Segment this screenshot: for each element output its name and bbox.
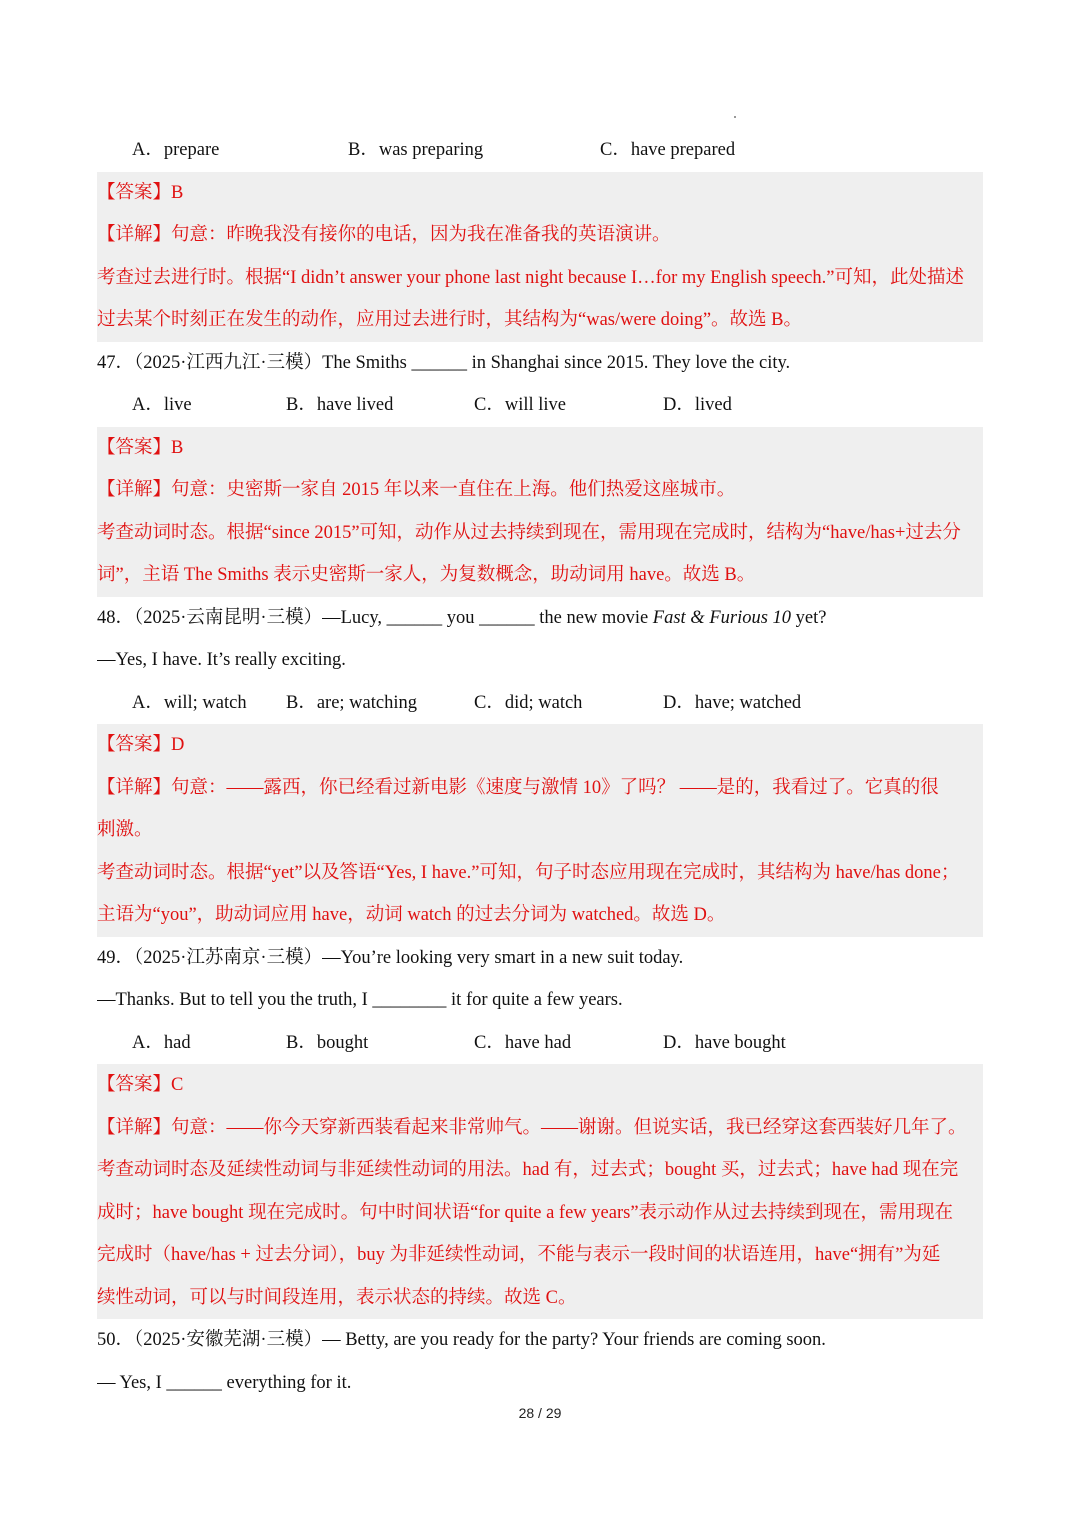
q48-stem	[97, 597, 983, 640]
q47-detail-line: 考查动词时态。根据“since 2015”可知，动作从过去持续到现在，需用现在完成时，结构为“have/has+过去分	[97, 522, 961, 543]
q49-detail-line: 成时；have bought 现在完成时。句中时间状语“for quite a few years”表示动作从过去持续到现在，需用现在	[97, 1202, 954, 1223]
q46-detail-line: 考查过去进行时。根据“I didn’t answer your phone last night because I…for my English speech.”可知，此处描述	[97, 267, 964, 288]
q47-detail-line: 词”，主语 The Smiths 表示史密斯一家人，为复数概念，助动词用 have。故选 B。	[97, 565, 756, 585]
q48-option-c: C．did; watch	[474, 692, 583, 713]
q48-option-d: D．have; watched	[663, 692, 802, 713]
q48-stem-end: yet?	[791, 607, 827, 628]
q48-stem-text: 48．（2025·云南昆明·三模）—Lucy, ______ you ______ the new movie	[97, 607, 653, 628]
q48-options	[97, 682, 983, 725]
page-number: 28 / 29	[518, 1405, 562, 1421]
q49-option-a: A．had	[132, 1032, 191, 1053]
q48-detail-line: 【详解】句意：——露西，你已经看过新电影《速度与激情 10》了吗？ ——是的，我看过了。它真的很	[97, 777, 939, 798]
q47-answer-block	[97, 427, 983, 597]
q49-option-c: C．have had	[474, 1032, 572, 1053]
q48-detail-line: 刺激。	[97, 820, 153, 840]
document-content	[97, 129, 983, 1404]
q47-detail-line: 【详解】句意：史密斯一家自 2015 年以来一直住在上海。他们热爱这座城市。	[97, 480, 736, 500]
q47-option-c: C．will live	[474, 395, 566, 415]
q49-detail-line: 【详解】句意：——你今天穿新西装看起来非常帅气。——谢谢。但说实话，我已经穿这套西装好几年了。	[97, 1117, 967, 1138]
q46-detail-line: 过去某个时刻正在发生的动作，应用过去进行时，其结构为“was/were doing”。故选 B。	[97, 310, 803, 330]
q46-option-b: B．was preparing	[348, 140, 484, 160]
q49-option-d: D．have bought	[663, 1032, 786, 1053]
q50-stem: 50．（2025·安徽芜湖·三模）— Betty, are you ready for the party? Your friends are coming soon.	[97, 1330, 826, 1350]
scan-dot	[734, 116, 736, 118]
q48-stem-reply: —Yes, I have. It’s really exciting.	[97, 650, 346, 670]
q47-option-d: D．lived	[663, 395, 732, 415]
q48-option-a: A．will; watch	[132, 692, 247, 713]
q47-option-b: B．have lived	[286, 395, 394, 415]
q48-answer: 【答案】D	[97, 735, 185, 755]
q48-answer-block	[97, 724, 983, 937]
q49-options	[97, 1022, 983, 1065]
q49-stem-reply: —Thanks. But to tell you the truth, I ________ it for quite a few years.	[97, 990, 623, 1010]
q49-stem: 49．（2025·江苏南京·三模）—You’re looking very smart in a new suit today.	[97, 947, 684, 968]
q46-option-c: C．have prepared	[600, 140, 736, 160]
q50-stem-reply: — Yes, I ______ everything for it.	[97, 1372, 352, 1393]
q47-options	[97, 384, 983, 427]
q49-option-b: B．bought	[286, 1032, 369, 1053]
q48-detail-line: 考查动词时态。根据“yet”以及答语“Yes, I have.”可知，句子时态应用现在完成时，其结构为 have/has done；	[97, 862, 960, 883]
q49-answer-block	[97, 1064, 983, 1319]
q46-detail-line: 【详解】句意：昨晚我没有接你的电话，因为我在准备我的英语演讲。	[97, 225, 671, 245]
q49-detail-line: 考查动词时态及延续性动词与非延续性动词的用法。had 有，过去式；bought 买，过去式；have had 现在完	[97, 1160, 959, 1180]
q47-stem: 47．（2025·江西九江·三模）The Smiths ______ in Shanghai since 2015. They love the city.	[97, 352, 791, 373]
q49-detail-line: 完成时（have/has + 过去分词），buy 为非延续性动词，不能与表示一段时间的状语连用，have“拥有”为延	[97, 1245, 941, 1265]
q48-movie-title: Fast & Furious 10	[652, 607, 792, 628]
q49-detail-line: 续性动词，可以与时间段连用，表示状态的持续。故选 C。	[97, 1287, 577, 1308]
q48-option-b: B．are; watching	[286, 692, 417, 713]
q48-detail-line: 主语为“you”，助动词应用 have，动词 watch 的过去分词为 watched。故选 D。	[97, 905, 726, 925]
q46-option-a: A．prepare	[132, 140, 220, 160]
q47-option-a: A．live	[132, 395, 192, 415]
q47-answer: 【答案】B	[97, 437, 184, 458]
q49-answer: 【答案】C	[97, 1075, 184, 1095]
q46-answer-block	[97, 172, 983, 342]
q46-options	[97, 129, 983, 172]
q46-answer: 【答案】B	[97, 182, 184, 203]
